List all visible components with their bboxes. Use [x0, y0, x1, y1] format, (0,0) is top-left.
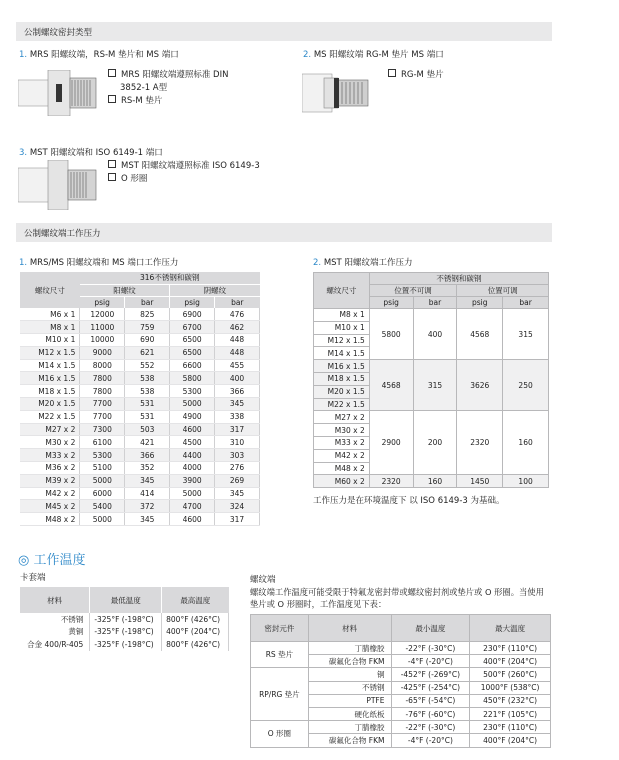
value-cell: 538 [125, 385, 170, 398]
value-cell: 7700 [80, 398, 125, 411]
value-cell: 4500 [170, 436, 215, 449]
material-cell: 硬化纸板 [308, 707, 391, 720]
temp-cell: -452°F (-269°C) [391, 668, 470, 681]
size-cell: M22 x 1.5 [314, 398, 370, 411]
value-cell: 421 [125, 436, 170, 449]
size-cell: M39 x 2 [20, 474, 80, 487]
value-cell: 455 [215, 359, 260, 372]
value-cell: 372 [125, 500, 170, 513]
type-2-options [388, 69, 444, 82]
col-header-seal: 密封元件 [251, 615, 309, 642]
size-cell: M36 x 2 [20, 462, 80, 475]
value-cell: 538 [125, 372, 170, 385]
table-row [314, 309, 549, 322]
temp-cell: -76°F (-60°C) [391, 707, 470, 720]
value-cell: 317 [215, 423, 260, 436]
table-row [314, 475, 549, 488]
table-row [251, 668, 551, 681]
value-cell: 3900 [170, 474, 215, 487]
seal-name-cell: RP/RG 垫片 [251, 668, 309, 721]
value-cell: 345 [125, 513, 170, 526]
mrs-pressure-table [20, 272, 260, 526]
temp-cell: 230°F (110°C) [470, 642, 551, 655]
checkbox-icon [108, 160, 116, 168]
col-header-material: 材料 [308, 615, 391, 642]
value-cell: 9000 [80, 346, 125, 359]
value-cell: 10000 [80, 334, 125, 347]
temp-cell: 400°F (204°C) [162, 626, 229, 639]
option-mrs: MRS 阳螺纹端遵照标准 DIN [108, 69, 228, 82]
value-cell: 5000 [170, 398, 215, 411]
table-row [20, 321, 260, 334]
value-cell: 6600 [170, 359, 215, 372]
value-cell: 7800 [80, 385, 125, 398]
table-row [314, 360, 549, 373]
table-row [20, 359, 260, 372]
value-cell: 324 [215, 500, 260, 513]
type-3-options [108, 160, 260, 186]
section-band-title: 公制螺纹密封类型 [24, 28, 93, 38]
temp-cell: 800°F (426°C) [162, 638, 229, 651]
value-cell: 345 [125, 474, 170, 487]
value-cell: 4000 [170, 462, 215, 475]
unit-header: bar [413, 297, 457, 309]
temp-cell: 450°F (232°C) [470, 694, 551, 707]
material-cell: PTFE [308, 694, 391, 707]
col-header-min-temp: 最小温度 [391, 615, 470, 642]
value-cell: 4600 [170, 423, 215, 436]
value-cell: 531 [125, 410, 170, 423]
material-cell: 不锈钢 [20, 613, 90, 626]
table-row [20, 638, 229, 651]
col-header-male: 阳螺纹 [80, 284, 170, 296]
value-cell: 345 [215, 487, 260, 500]
size-cell: M14 x 1.5 [20, 359, 80, 372]
table-row [20, 410, 260, 423]
seal-temp-table [250, 614, 551, 748]
size-cell: M48 x 2 [314, 462, 370, 475]
value-cell: 531 [125, 398, 170, 411]
table-row [20, 334, 260, 347]
col-header-material: 316不锈钢和碳钢 [80, 272, 260, 284]
seal-name-cell: RS 垫片 [251, 642, 309, 668]
value-cell: 7300 [80, 423, 125, 436]
table-row [20, 487, 260, 500]
value-cell: 200 [413, 411, 457, 475]
value-cell: 7800 [80, 372, 125, 385]
value-cell: 4400 [170, 449, 215, 462]
value-cell: 1450 [457, 475, 503, 488]
value-cell: 5000 [170, 487, 215, 500]
size-cell: M20 x 1.5 [20, 398, 80, 411]
value-cell: 476 [215, 308, 260, 321]
value-cell: 100 [503, 475, 549, 488]
value-cell: 5000 [80, 513, 125, 526]
material-cell: 黄铜 [20, 626, 90, 639]
section-band-title: 公制螺纹端工作压力 [24, 229, 101, 239]
size-cell: M27 x 2 [20, 423, 80, 436]
size-cell: M16 x 1.5 [20, 372, 80, 385]
temp-cell: 221°F (105°C) [470, 707, 551, 720]
checkbox-icon [108, 95, 116, 103]
table-row [20, 513, 260, 526]
temp-cell: -325°F (-198°C) [90, 626, 162, 639]
value-cell: 6100 [80, 436, 125, 449]
temp-cell: 400°F (204°C) [470, 655, 551, 668]
size-cell: M6 x 1 [20, 308, 80, 321]
table-row [20, 423, 260, 436]
value-cell: 448 [215, 346, 260, 359]
value-cell: 552 [125, 359, 170, 372]
table-2-heading: 2. MST 阳螺纹端工作压力 [313, 258, 413, 268]
size-cell: M30 x 2 [20, 436, 80, 449]
size-cell: M42 x 2 [20, 487, 80, 500]
table-row [20, 308, 260, 321]
table-row [251, 721, 551, 734]
temp-section-title: ◎ 工作温度 [18, 553, 86, 568]
ms-fitting-illustration [302, 70, 378, 116]
value-cell: 160 [503, 411, 549, 475]
size-cell: M20 x 1.5 [314, 385, 370, 398]
value-cell: 4568 [457, 309, 503, 360]
size-cell: M18 x 1.5 [20, 385, 80, 398]
value-cell: 6500 [170, 346, 215, 359]
value-cell: 8000 [80, 359, 125, 372]
material-cell: 丁腈橡胶 [308, 721, 391, 734]
col-header-non-adjustable: 位置不可调 [369, 285, 457, 297]
value-cell: 276 [215, 462, 260, 475]
material-cell: 碳氟化合物 FKM [308, 655, 391, 668]
value-cell: 5100 [80, 462, 125, 475]
temp-cell: -4°F (-20°C) [391, 734, 470, 747]
value-cell: 400 [215, 372, 260, 385]
size-cell: M33 x 2 [20, 449, 80, 462]
col-header-female: 阴螺纹 [170, 284, 260, 296]
value-cell: 7700 [80, 410, 125, 423]
size-cell: M22 x 1.5 [20, 410, 80, 423]
value-cell: 6900 [170, 308, 215, 321]
size-cell: M48 x 2 [20, 513, 80, 526]
value-cell: 366 [125, 449, 170, 462]
value-cell: 759 [125, 321, 170, 334]
value-cell: 345 [215, 398, 260, 411]
value-cell: 5300 [170, 385, 215, 398]
value-cell: 5800 [170, 372, 215, 385]
pressure-note: 工作压力是在环境温度下 以 ISO 6149-3 为基础。 [313, 496, 505, 506]
checkbox-icon [388, 69, 396, 77]
size-cell: M12 x 1.5 [20, 346, 80, 359]
ferrule-heading: 卡套端 [20, 573, 46, 583]
unit-header: bar [125, 296, 170, 308]
size-cell: M27 x 2 [314, 411, 370, 424]
value-cell: 621 [125, 346, 170, 359]
option-rs-m: RS-M 垫片 [108, 95, 228, 108]
table-row [20, 346, 260, 359]
value-cell: 448 [215, 334, 260, 347]
section-band-working-pressure [16, 223, 552, 242]
value-cell: 4900 [170, 410, 215, 423]
table-row [20, 474, 260, 487]
material-cell: 碳氟化合物 FKM [308, 734, 391, 747]
temp-cell: -4°F (-20°C) [391, 655, 470, 668]
value-cell: 3626 [457, 360, 503, 411]
temp-cell: 1000°F (538°C) [470, 681, 551, 694]
size-cell: M42 x 2 [314, 449, 370, 462]
value-cell: 2320 [369, 475, 413, 488]
size-cell: M16 x 1.5 [314, 360, 370, 373]
mrs-fitting-illustration [18, 70, 98, 116]
value-cell: 12000 [80, 308, 125, 321]
value-cell: 269 [215, 474, 260, 487]
circle-target-icon: ◎ [18, 553, 30, 568]
unit-header: psig [80, 296, 125, 308]
col-header-material: 材料 [20, 587, 90, 613]
temp-cell: 500°F (260°C) [470, 668, 551, 681]
value-cell: 352 [125, 462, 170, 475]
table-row [20, 398, 260, 411]
col-header-size: 螺纹尺寸 [314, 273, 370, 309]
option-mrs-standard: 3852-1 A型 [120, 83, 168, 93]
size-cell: M8 x 1 [314, 309, 370, 322]
size-cell: M60 x 2 [314, 475, 370, 488]
value-cell: 315 [503, 309, 549, 360]
value-cell: 462 [215, 321, 260, 334]
table-row [20, 613, 229, 626]
size-cell: M10 x 1 [314, 321, 370, 334]
table-row [20, 385, 260, 398]
col-header-max-temp: 最高温度 [180, 595, 211, 605]
option-o-ring: O 形圈 [108, 173, 260, 186]
value-cell: 4600 [170, 513, 215, 526]
seal-name-cell: O 形圈 [251, 721, 309, 747]
unit-header: psig [170, 296, 215, 308]
size-cell: M14 x 1.5 [314, 347, 370, 360]
temp-cell: 800°F (426°C) [162, 613, 229, 626]
value-cell: 338 [215, 410, 260, 423]
size-cell: M18 x 1.5 [314, 372, 370, 385]
material-cell: 合金 400/R-405 [20, 638, 90, 651]
unit-header: bar [503, 297, 549, 309]
value-cell: 5400 [80, 500, 125, 513]
size-cell: M45 x 2 [20, 500, 80, 513]
col-header-min-temp: 最低温度 [90, 587, 162, 613]
value-cell: 503 [125, 423, 170, 436]
option-mst: MST 阳螺纹端遵照标准 ISO 6149-3 [108, 160, 260, 173]
table-row [20, 500, 260, 513]
thread-desc-line-1: 螺纹端工作温度可能受限于特氟龙密封带或螺纹密封剂或垫片或 O 形圈。当使用 [250, 587, 544, 597]
type-3-heading: 3. MST 阳螺纹端和 ISO 6149-1 端口 [19, 148, 163, 158]
size-cell: M8 x 1 [20, 321, 80, 334]
value-cell: 5800 [369, 309, 413, 360]
mst-pressure-table [313, 272, 549, 488]
type-1-heading: 1. MRS 阳螺纹端，RS-M 垫片和 MS 端口 [19, 50, 179, 60]
temp-cell: 400°F (204°C) [470, 734, 551, 747]
col-header-size: 螺纹尺寸 [34, 285, 65, 295]
value-cell: 414 [125, 487, 170, 500]
size-cell: M12 x 1.5 [314, 334, 370, 347]
value-cell: 160 [413, 475, 457, 488]
unit-header: psig [369, 297, 413, 309]
checkbox-icon [108, 69, 116, 77]
checkbox-icon [108, 173, 116, 181]
table-row [314, 411, 549, 424]
table-row [20, 372, 260, 385]
mst-fitting-illustration [18, 160, 98, 210]
value-cell: 4568 [369, 360, 413, 411]
value-cell: 2320 [457, 411, 503, 475]
section-band-seal-types [16, 22, 552, 41]
value-cell: 11000 [80, 321, 125, 334]
value-cell: 2900 [369, 411, 413, 475]
table-row [20, 436, 260, 449]
value-cell: 6500 [170, 334, 215, 347]
col-header-material: 不锈钢和碳钢 [369, 273, 548, 285]
size-cell: M30 x 2 [314, 424, 370, 437]
unit-header: psig [457, 297, 503, 309]
temp-cell: -325°F (-198°C) [90, 638, 162, 651]
type-2-heading: 2. MS 阳螺纹端 RG-M 垫片 MS 端口 [303, 50, 444, 60]
temp-cell: -65°F (-54°C) [391, 694, 470, 707]
size-cell: M33 x 2 [314, 436, 370, 449]
material-cell: 丁腈橡胶 [308, 642, 391, 655]
temp-cell: 230°F (110°C) [470, 721, 551, 734]
table-row [20, 626, 229, 639]
value-cell: 303 [215, 449, 260, 462]
value-cell: 310 [215, 436, 260, 449]
value-cell: 250 [503, 360, 549, 411]
value-cell: 825 [125, 308, 170, 321]
value-cell: 6000 [80, 487, 125, 500]
table-row [20, 462, 260, 475]
material-cell: 不锈钢 [308, 681, 391, 694]
value-cell: 366 [215, 385, 260, 398]
table-1-heading: 1. MRS/MS 阳螺纹端和 MS 端口工作压力 [19, 258, 179, 268]
unit-header: bar [231, 297, 244, 307]
type-1-options [108, 69, 228, 108]
option-rg-m: RG-M 垫片 [388, 69, 444, 82]
thread-heading: 螺纹端 [250, 575, 276, 585]
value-cell: 5000 [80, 474, 125, 487]
temp-cell: -22°F (-30°C) [391, 721, 470, 734]
value-cell: 315 [413, 360, 457, 411]
col-header-adjustable: 位置可调 [457, 285, 549, 297]
table-row [20, 449, 260, 462]
value-cell: 400 [413, 309, 457, 360]
value-cell: 5300 [80, 449, 125, 462]
thread-desc-line-2: 垫片或 O 形圈时，工作温度见下表： [250, 599, 387, 609]
value-cell: 6700 [170, 321, 215, 334]
size-cell: M10 x 1 [20, 334, 80, 347]
value-cell: 690 [125, 334, 170, 347]
ferrule-temp-table [20, 587, 229, 651]
col-header-max-temp: 最大温度 [470, 615, 551, 642]
material-cell: 铜 [308, 668, 391, 681]
table-row [251, 642, 551, 655]
temp-cell: -425°F (-254°C) [391, 681, 470, 694]
value-cell: 4700 [170, 500, 215, 513]
temp-cell: -22°F (-30°C) [391, 642, 470, 655]
value-cell: 317 [215, 513, 260, 526]
temp-cell: -325°F (-198°C) [90, 613, 162, 626]
